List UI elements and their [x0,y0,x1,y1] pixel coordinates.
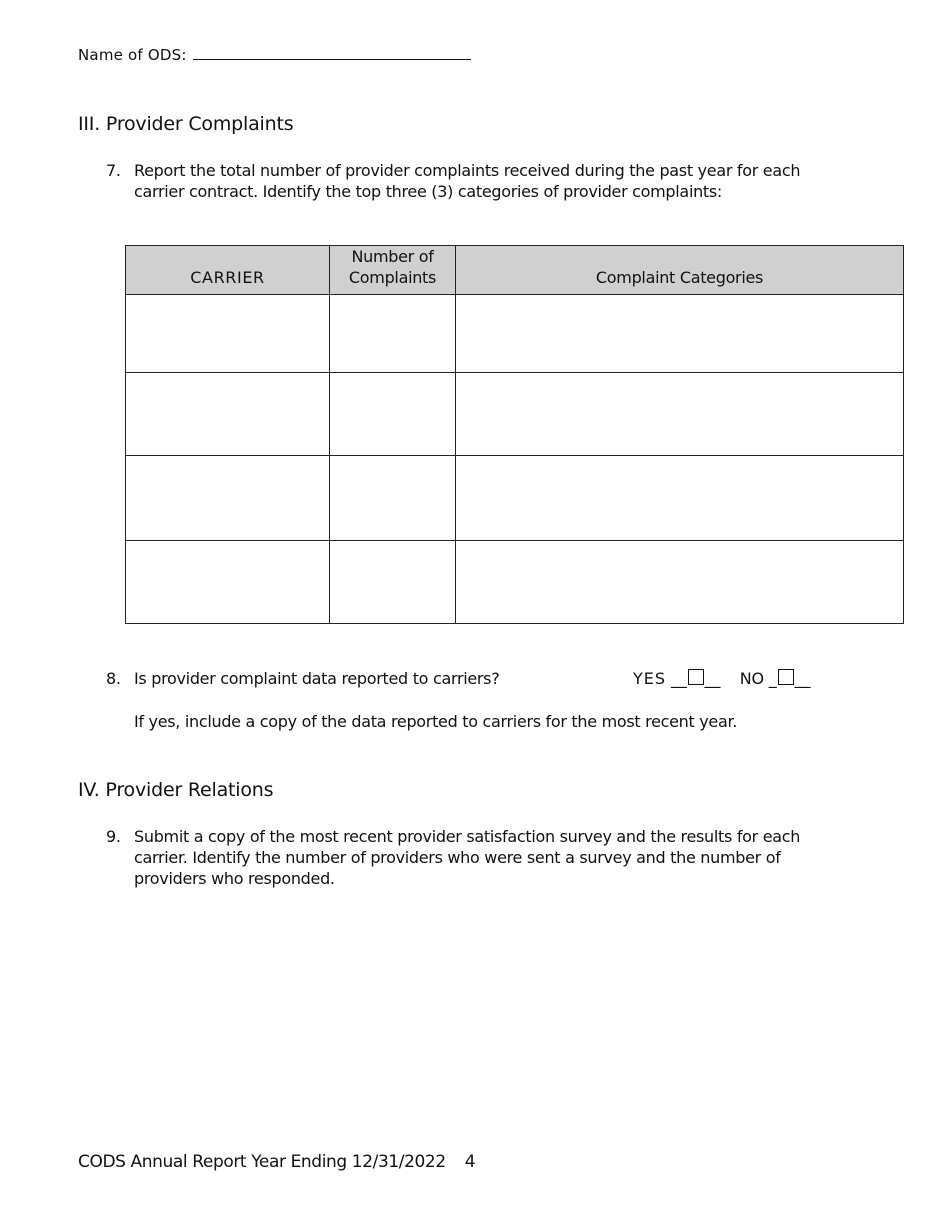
yes-no-options [633,668,810,689]
header-complaint-categories: Complaint Categories [456,246,904,295]
no-label: NO [739,669,764,688]
question-7-text: Report the total number of provider complaints received during the past year for each carrier contract. Identify the top three (3) categories of provider complaints: [134,161,801,201]
question-9-text: Submit a copy of the most recent provider satisfaction survey and the results for each carrier. Identify the number of providers who were sent a survey and the number of providers who responded. [134,827,801,888]
complaint-categories-cell[interactable] [456,373,904,456]
carrier-cell[interactable] [126,541,330,624]
complaint-categories-cell[interactable] [456,456,904,541]
header-number-of-complaints [330,246,456,295]
question-9-number: 9. [106,827,121,846]
header-number-of-complaints-label: Number of Complaints [348,247,437,287]
no-option[interactable]: _ __ [768,669,811,688]
table-row [126,295,904,373]
section-3-title: III. Provider Complaints [78,113,294,135]
question-8-number: 8. [106,669,121,688]
header-carrier: CARRIER [126,246,330,295]
complaint-categories-cell[interactable] [456,541,904,624]
yes-checkbox[interactable] [688,669,704,685]
footer-text: CODS Annual Report Year Ending 12/31/2022 [78,1152,446,1172]
table-row [126,541,904,624]
question-7-number: 7. [106,161,121,180]
no-checkbox[interactable] [778,669,794,685]
table-row [126,373,904,456]
ods-name-blank[interactable] [193,47,471,60]
page-number: 4 [464,1152,476,1172]
ods-name-line [78,46,471,64]
question-8-text: Is provider complaint data reported to carriers? [134,669,500,688]
ods-name-label: Name of ODS: [78,46,187,64]
complaints-count-cell[interactable] [330,295,456,373]
complaint-categories-cell[interactable] [456,295,904,373]
table-row [126,456,904,541]
footer [78,1152,475,1172]
carrier-cell[interactable] [126,456,330,541]
complaints-count-cell[interactable] [330,541,456,624]
yes-option[interactable]: __ __ [670,669,721,688]
yes-label: YES [633,669,667,688]
complaints-count-cell[interactable] [330,373,456,456]
complaints-count-cell[interactable] [330,456,456,541]
complaints-table [125,245,904,624]
carrier-cell[interactable] [126,373,330,456]
section-4-title: IV. Provider Relations [78,779,274,801]
question-8-followup: If yes, include a copy of the data reported to carriers for the most recent year. [134,712,738,731]
carrier-cell[interactable] [126,295,330,373]
